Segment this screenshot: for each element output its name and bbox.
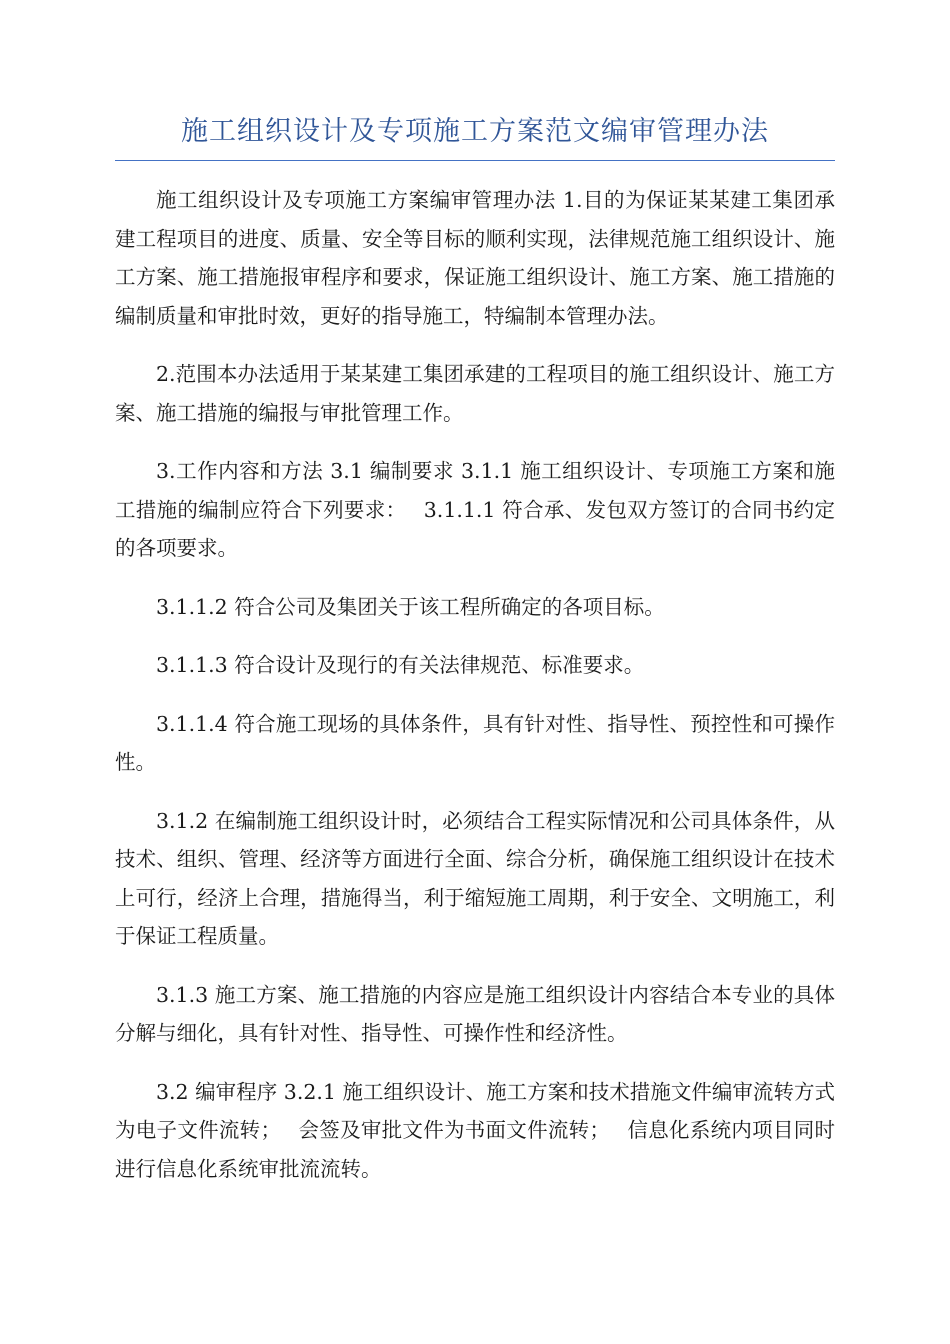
paragraph-3-1-1-4: 3.1.1.4 符合施工现场的具体条件，具有针对性、指导性、预控性和可操作性。: [115, 711, 835, 774]
paragraph-3-1-1-2: 3.1.1.2 符合公司及集团关于该工程所确定的各项目标。: [156, 594, 665, 619]
document-title: 施工组织设计及专项施工方案范文编审管理办法: [115, 108, 835, 161]
paragraph-purpose: 施工组织设计及专项施工方案编审管理办法 1.目的为保证某某建工集团承建工程项目的进度、质量、安全等目标的顺利实现，法律规范施工组织设计、施工方案、施工措施报审程序和要求，保证施工组织设计、施工方案、施工措施的编制质量和审批时效，更好的指导施工，特编制本管理办法。: [115, 188, 835, 328]
document-page: [115, 108, 835, 1208]
paragraph-content-methods: 3.工作内容和方法 3.1 编制要求 3.1.1 施工组织设计、专项施工方案和施工措施的编制应符合下列要求： 3.1.1.1 符合承、发包双方签订的合同书约定的各项要求。: [115, 459, 835, 560]
paragraph-3-2: 3.2 编审程序 3.2.1 施工组织设计、施工方案和技术措施文件编审流转方式为电子文件流转； 会签及审批文件为书面文件流转； 信息化系统内项目同时进行信息化系统审批流流转。: [115, 1079, 835, 1181]
document-body: [115, 181, 835, 1188]
paragraph-scope: 2.范围本办法适用于某某建工集团承建的工程项目的施工组织设计、施工方案、施工措施的编报与审批管理工作。: [115, 362, 835, 425]
paragraph-3-1-2: 3.1.2 在编制施工组织设计时，必须结合工程实际情况和公司具体条件，从技术、组织、管理、经济等方面进行全面、综合分析，确保施工组织设计在技术上可行，经济上合理，措施得当，利于缩短施工周期，利于安全、文明施工，利于保证工程质量。: [115, 808, 835, 948]
paragraph-3-1-1-3: 3.1.1.3 符合设计及现行的有关法律规范、标准要求。: [156, 653, 645, 677]
paragraph-3-1-3: 3.1.3 施工方案、施工措施的内容应是施工组织设计内容结合本专业的具体分解与细化，具有针对性、指导性、可操作性和经济性。: [115, 982, 835, 1045]
